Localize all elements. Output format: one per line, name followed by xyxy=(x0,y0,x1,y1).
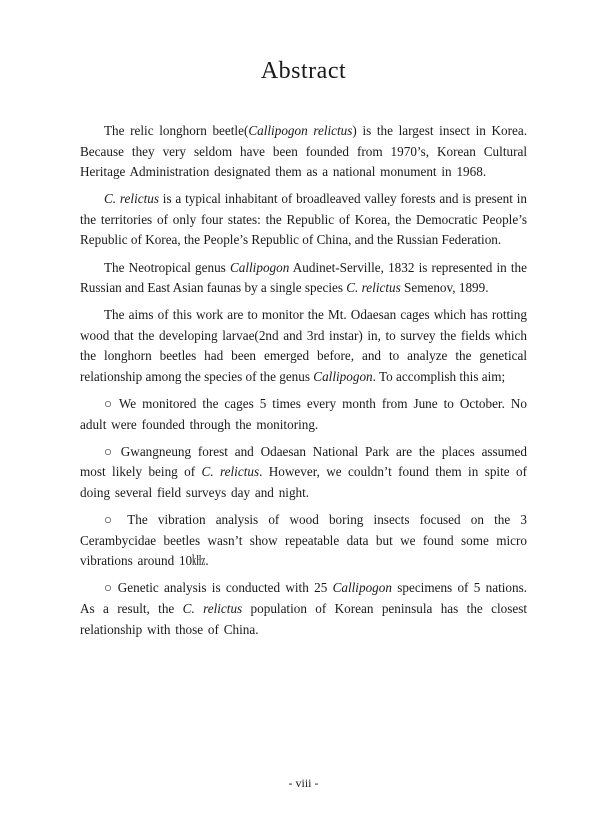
italic-run: Callipogon xyxy=(313,369,373,385)
italic-run: Callipogon xyxy=(332,580,392,596)
page-title: Abstract xyxy=(260,58,347,84)
italic-run: C. relictus xyxy=(201,464,260,480)
text-run: . However, we couldn’t found them in spite of doing several field surveys day and night. xyxy=(80,464,527,500)
page-number: - viii - xyxy=(288,776,319,790)
paragraph-vibration-analysis xyxy=(80,510,527,572)
paragraph-genus xyxy=(80,258,527,299)
italic-run: Callipogon relictus xyxy=(248,123,353,138)
paragraph-distribution xyxy=(80,189,527,251)
text-run: ○ The vibration analysis of wood boring insects focused on the 3 Cerambycidae beetles wasn’t show repeatable data but we found some micro vibrations around 10㎑. xyxy=(80,512,527,569)
italic-run: Callipogon xyxy=(229,259,290,275)
italic-run: C. relictus xyxy=(346,280,401,296)
text-run: population of Korean peninsula has the closest relationship with those of China. xyxy=(80,600,528,637)
text-run: specimens of 5 nations. As a result, the xyxy=(80,580,528,616)
paragraph-cage-monitoring xyxy=(80,394,527,435)
paragraph-aims xyxy=(80,305,527,387)
text-run: Audinet-Serville, 1832 is represented in the Russian and East Asian faunas by a single species xyxy=(80,259,527,296)
italic-run: C. relictus xyxy=(182,600,243,616)
italic-run: C. relictus xyxy=(104,191,159,207)
text-run: ○ Gwangneung forest and Odaesan National Park are the places assumed most likely being of xyxy=(80,443,527,480)
text-run: ○ We monitored the cages 5 times every month from June to October. No adult were founded through the monitoring. xyxy=(80,396,527,432)
text-run: . To accomplish this aim; xyxy=(372,369,506,385)
text-run: Semenov, 1899. xyxy=(400,280,489,296)
text-run: ○ Genetic analysis is conducted with 25 xyxy=(104,580,333,596)
text-run: The relic longhorn beetle( xyxy=(104,123,249,138)
text-run: The aims of this work are to monitor the Mt. Odaesan cages which has rotting wood that the developing larvae(2nd and 3rd instar) in, to survey the fields which the longhorn beetles had been emerged before, and to analyze the genetical relationship among the species of the genus xyxy=(80,307,527,385)
text-run: is a typical inhabitant of broadleaved valley forests and is present in the territories of only four states: the Republic of Korea, the Democratic People’s Republic of Korea, the People’s Republic of China, and the Russian Federation. xyxy=(80,191,527,248)
abstract-body xyxy=(80,121,527,640)
paragraph-genetic-analysis xyxy=(80,578,527,640)
paragraph-field-survey xyxy=(80,442,527,504)
paragraph-intro xyxy=(80,121,527,183)
text-run: The Neotropical genus xyxy=(104,259,230,275)
text-run: ) is the largest insect in Korea. Because they very seldom have been founded from 1970’s, Korean Cultural Heritage Administration designated them as a national monument in 1968. xyxy=(80,123,527,180)
